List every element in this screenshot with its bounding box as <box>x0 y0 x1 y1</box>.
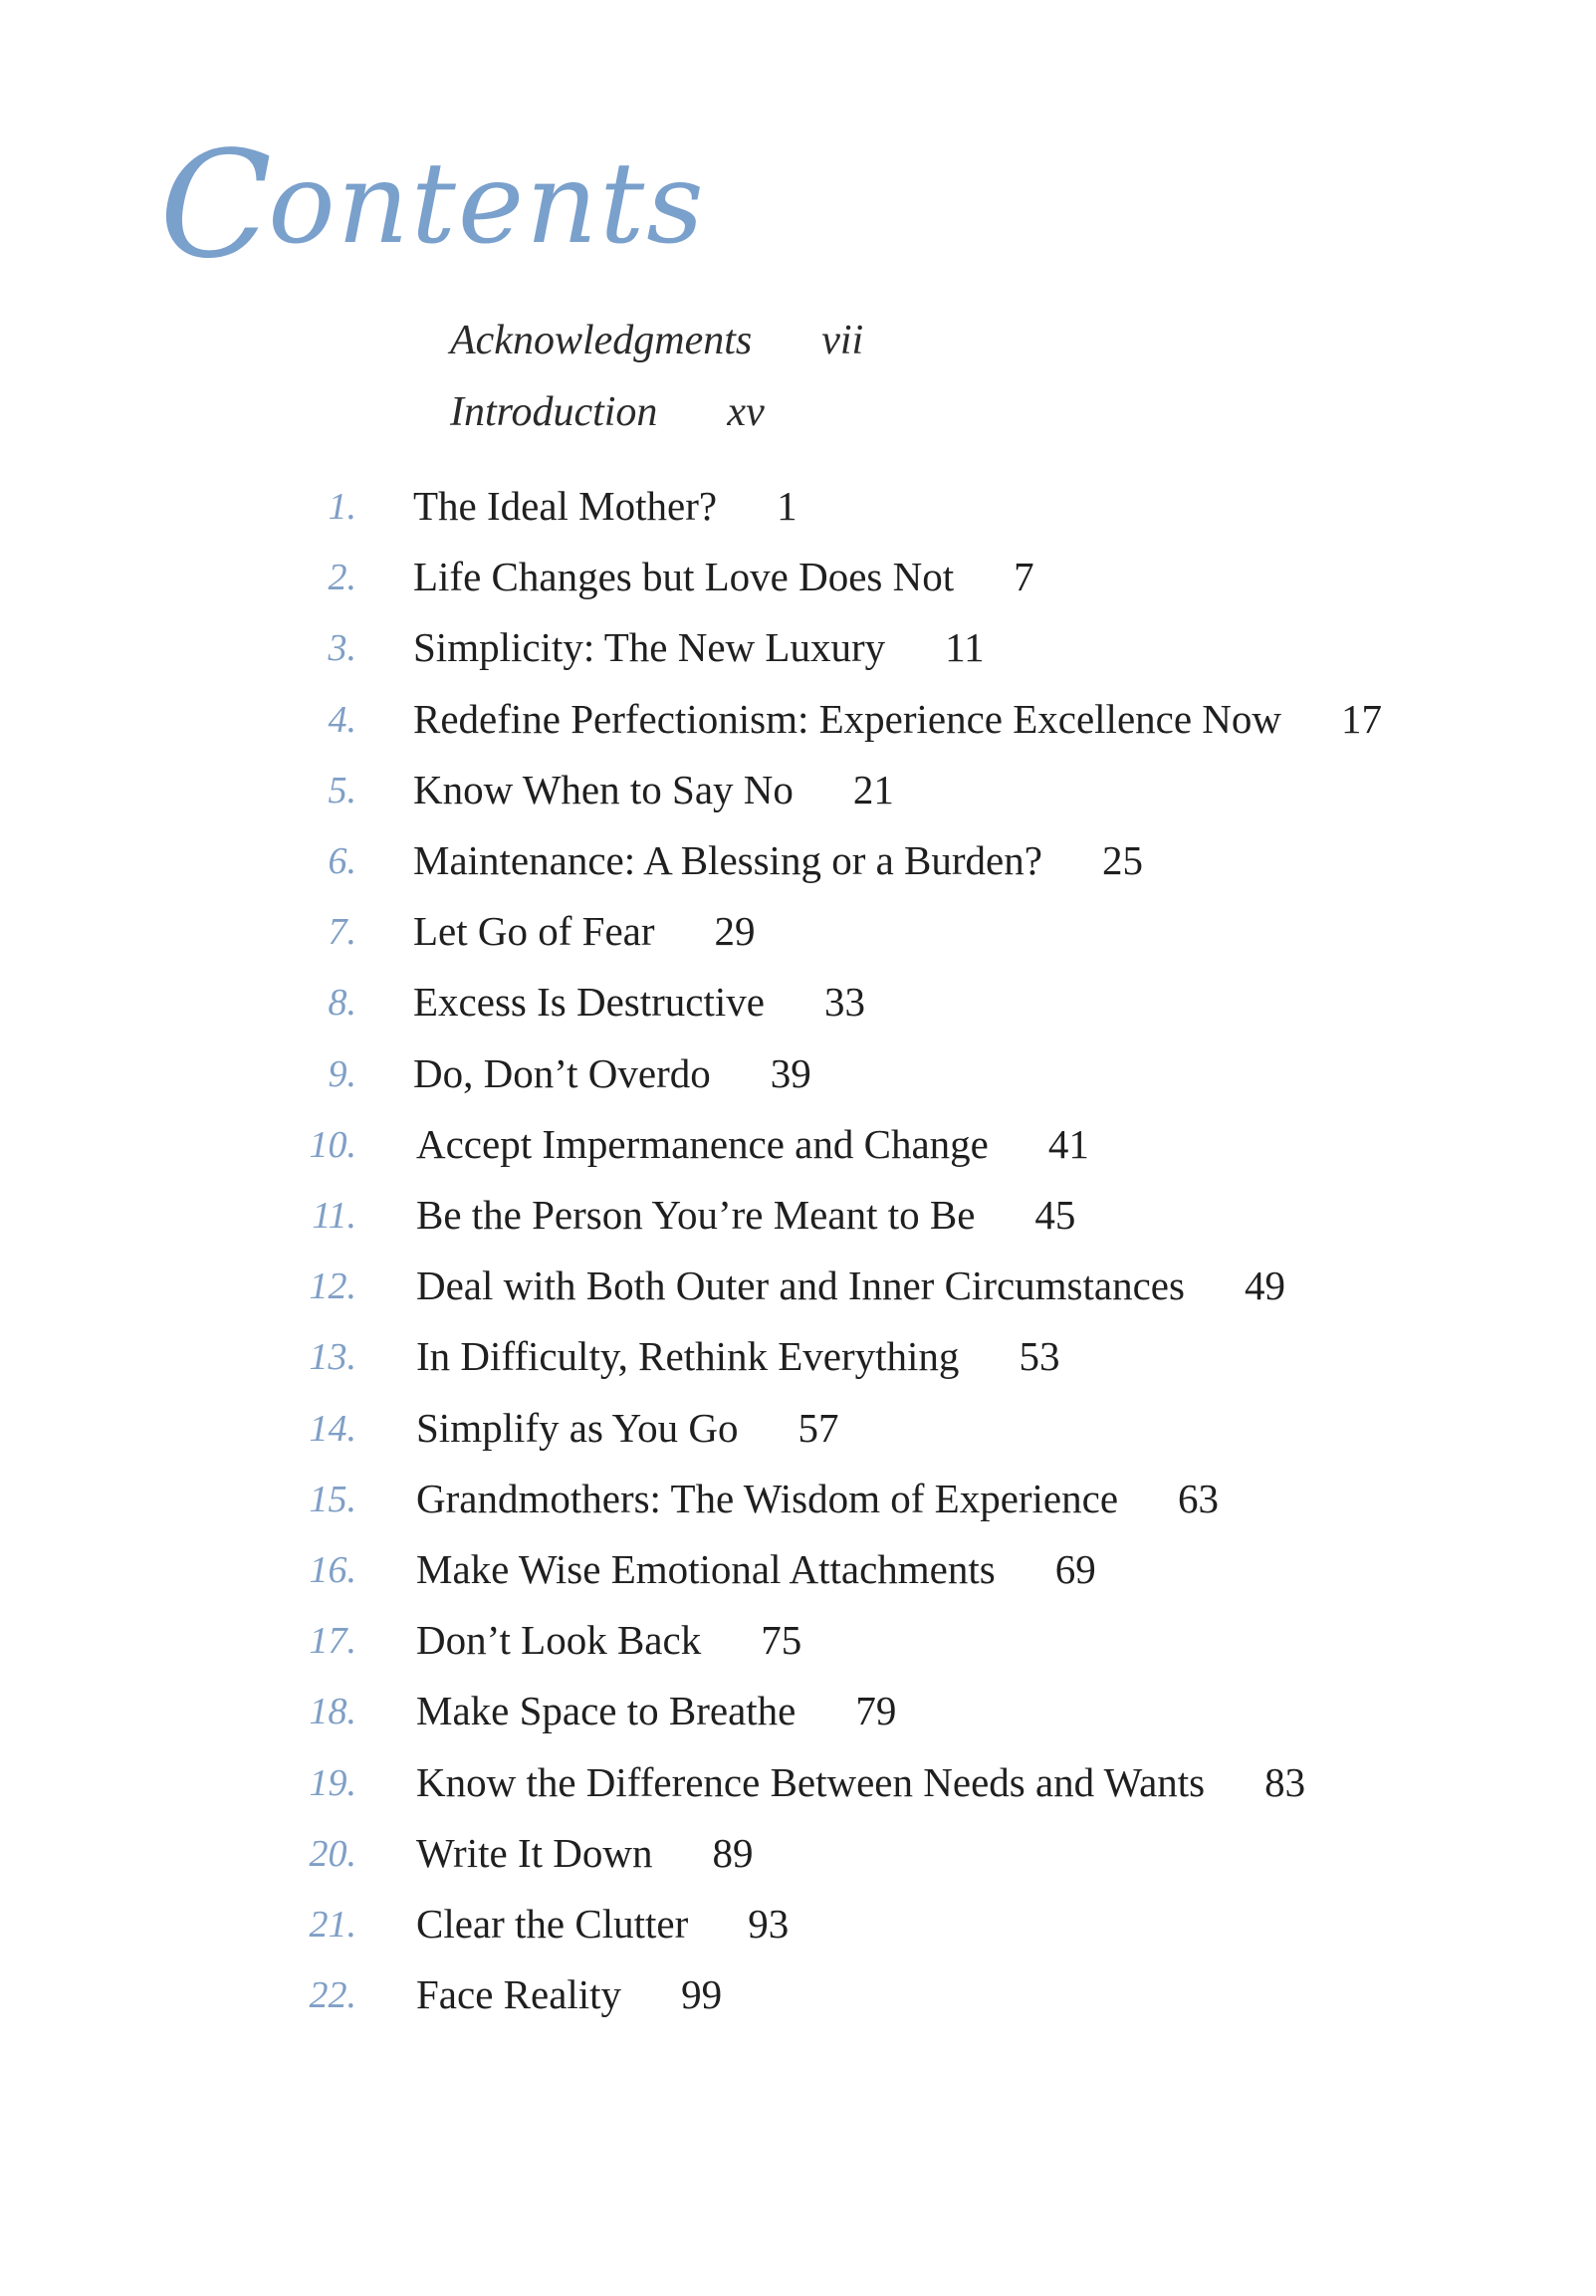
chapter-title-group <box>413 908 756 954</box>
chapter-page-number: 21 <box>852 767 894 812</box>
chapter-title-group <box>416 1971 723 2017</box>
chapter-number: 10. <box>309 1124 356 1166</box>
chapter-title-group <box>416 1830 754 1876</box>
chapter-number: 6. <box>328 840 356 882</box>
chapter-page-number: 25 <box>1101 837 1143 883</box>
chapter-page-number: 11 <box>945 624 985 670</box>
chapter-number: 13. <box>309 1336 356 1378</box>
chapter-page-number: 57 <box>798 1405 839 1451</box>
chapter-page-number: 41 <box>1047 1121 1089 1167</box>
front-matter-label: Acknowledgments <box>450 318 753 363</box>
chapter-number: 11. <box>312 1195 356 1237</box>
chapter-number: 16. <box>309 1549 356 1591</box>
chapter-title: Let Go of Fear <box>413 908 655 954</box>
chapter-title-group <box>416 1688 897 1733</box>
chapter-title-group <box>413 483 798 529</box>
front-matter-acknowledgments[interactable] <box>450 317 863 364</box>
chapter-title-group <box>416 1476 1220 1521</box>
chapter-number: 12. <box>309 1265 356 1307</box>
chapter-page-number: 83 <box>1264 1759 1306 1805</box>
chapter-number: 8. <box>328 982 356 1024</box>
chapter-page-number: 45 <box>1034 1192 1076 1238</box>
chapter-page-number: 39 <box>770 1050 811 1096</box>
chapter-title-group <box>413 554 1034 599</box>
chapter-title-group <box>416 1759 1306 1805</box>
chapter-page-number: 53 <box>1019 1333 1060 1379</box>
chapter-page-number: 79 <box>855 1688 897 1733</box>
chapter-title: Accept Impermanence and Change <box>416 1121 989 1167</box>
chapter-title-group <box>413 624 985 670</box>
chapter-page-number: 29 <box>714 908 756 954</box>
chapter-number: 2. <box>328 557 356 598</box>
chapter-title: Be the Person You’re Meant to Be <box>416 1192 976 1238</box>
chapter-title-group <box>416 1121 1089 1167</box>
chapter-number: 9. <box>328 1053 356 1095</box>
chapter-title-group <box>413 837 1143 883</box>
chapter-page-number: 93 <box>748 1901 790 1947</box>
chapter-title: Simplicity: The New Luxury <box>413 624 886 670</box>
front-matter-page: vii <box>821 318 864 363</box>
chapter-number: 15. <box>309 1479 356 1520</box>
chapter-title-group <box>416 1405 839 1451</box>
chapter-number: 1. <box>328 486 356 528</box>
title-rest: ontents <box>268 139 706 269</box>
chapter-title-group <box>416 1546 1096 1592</box>
chapter-number: 7. <box>328 911 356 953</box>
chapter-title: Simplify as You Go <box>416 1405 739 1451</box>
chapter-page-number: 7 <box>1014 554 1034 599</box>
chapter-number: 21. <box>309 1904 356 1946</box>
chapter-number: 17. <box>309 1620 356 1662</box>
chapter-title: Know the Difference Between Needs and Wants <box>416 1759 1206 1805</box>
chapter-number: 5. <box>328 770 356 811</box>
chapter-title: Don’t Look Back <box>416 1617 702 1663</box>
chapter-number: 19. <box>309 1762 356 1804</box>
chapter-title-group <box>413 979 865 1025</box>
page-title <box>159 117 706 291</box>
chapter-title: Excess Is Destructive <box>413 979 765 1025</box>
chapter-page-number: 1 <box>777 483 798 529</box>
chapter-page-number: 99 <box>681 1971 723 2017</box>
chapter-number: 14. <box>309 1408 356 1450</box>
front-matter-label: Introduction <box>450 389 658 435</box>
chapter-page-number: 89 <box>712 1830 754 1876</box>
chapter-number: 3. <box>328 627 356 669</box>
chapter-title-group <box>413 696 1383 742</box>
chapter-title: Maintenance: A Blessing or a Burden? <box>413 837 1042 883</box>
chapter-title-group <box>416 1901 790 1947</box>
chapter-title-group <box>416 1192 1076 1238</box>
chapter-title: Redefine Perfectionism: Experience Excellence Now <box>413 696 1282 742</box>
chapter-title: Life Changes but Love Does Not <box>413 554 955 599</box>
chapter-title: Face Reality <box>416 1971 622 2017</box>
chapter-title-group <box>413 1050 811 1096</box>
chapter-number: 22. <box>309 1974 356 2016</box>
front-matter-introduction[interactable] <box>450 388 765 436</box>
chapter-title: Deal with Both Outer and Inner Circumstances <box>416 1263 1185 1308</box>
chapter-page-number: 69 <box>1054 1546 1096 1592</box>
chapter-title-group <box>416 1617 802 1663</box>
chapter-title-group <box>416 1333 1060 1379</box>
chapter-title: Know When to Say No <box>413 767 794 812</box>
chapter-page-number: 63 <box>1178 1476 1220 1521</box>
chapter-page-number: 33 <box>823 979 865 1025</box>
chapter-title: The Ideal Mother? <box>413 483 718 529</box>
chapter-title: Make Space to Breathe <box>416 1688 797 1733</box>
chapter-title: In Difficulty, Rethink Everything <box>416 1333 960 1379</box>
chapter-page-number: 75 <box>761 1617 802 1663</box>
chapter-title: Grandmothers: The Wisdom of Experience <box>416 1476 1119 1521</box>
chapter-title-group <box>416 1265 1285 1306</box>
chapter-title: Do, Don’t Overdo <box>413 1050 711 1096</box>
chapter-title: Make Wise Emotional Attachments <box>416 1546 996 1592</box>
title-initial: C <box>159 119 275 291</box>
chapter-title: Clear the Clutter <box>416 1901 689 1947</box>
chapter-number: 18. <box>309 1691 356 1732</box>
chapter-page-number: 17 <box>1341 696 1383 742</box>
front-matter-page: xv <box>727 389 765 435</box>
chapter-title: Write It Down <box>416 1830 653 1876</box>
chapter-title-group <box>413 767 894 812</box>
chapter-number: 20. <box>309 1833 356 1875</box>
chapter-page-number: 49 <box>1244 1263 1285 1308</box>
chapter-number: 4. <box>328 699 356 741</box>
